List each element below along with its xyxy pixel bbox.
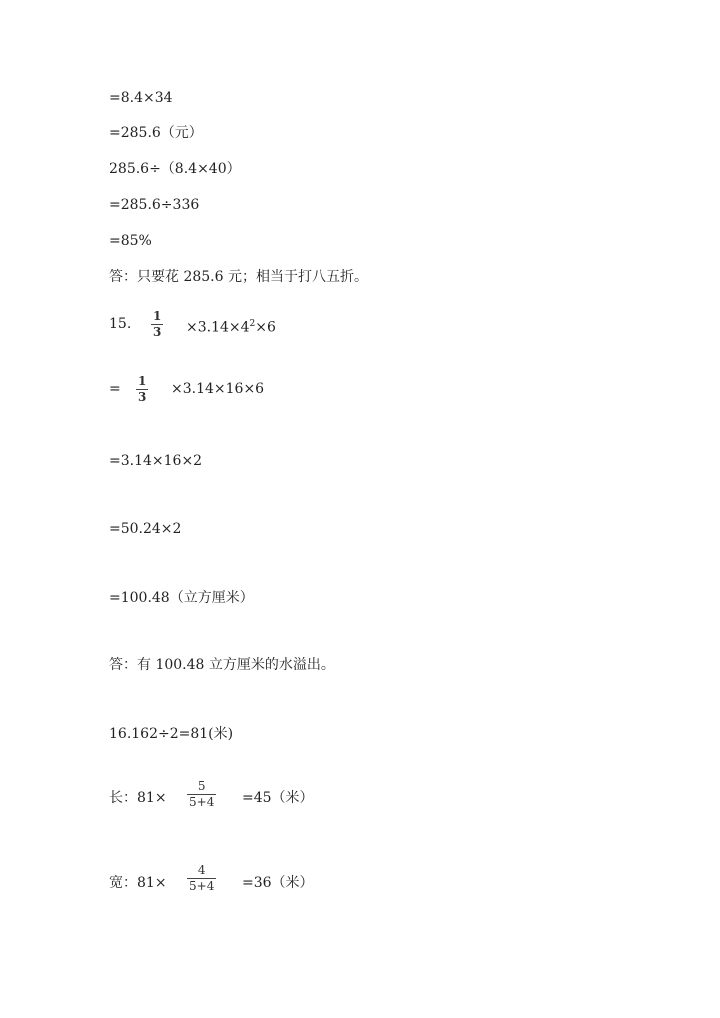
width-label: 宽：81× — [109, 875, 167, 891]
fraction-numerator: 1 — [153, 309, 162, 323]
fraction-five-over-nine — [187, 780, 216, 809]
fraction-numerator: 1 — [138, 374, 147, 388]
problem-16-step: 16.162÷2=81(米) — [109, 726, 234, 742]
fraction-denominator: 3 — [153, 325, 162, 339]
answer-15: 答：有 100.48 立方厘米的水溢出。 — [109, 657, 335, 673]
step-line-5: =85% — [109, 233, 152, 249]
expr-part: ×6 — [255, 319, 276, 336]
answer-14: 答：只要花 285.6 元；相当于打八五折。 — [109, 269, 368, 285]
step-15-3: =50.24×2 — [109, 521, 182, 537]
length-result: =45（米） — [242, 790, 314, 806]
fraction-denominator: 5+4 — [189, 879, 215, 893]
fraction-one-third — [136, 375, 148, 404]
fraction-four-over-nine — [187, 864, 216, 893]
problem-15-expression — [186, 314, 276, 338]
step-line-3: 285.6÷（8.4×40） — [109, 161, 241, 177]
step-line-4: =285.6÷336 — [109, 197, 200, 213]
step-line-2: =285.6（元） — [109, 125, 203, 141]
step-line-1: =8.4×34 — [109, 90, 173, 106]
width-result: =36（米） — [242, 875, 314, 891]
fraction-numerator: 4 — [197, 863, 206, 877]
fraction-denominator: 5+4 — [189, 795, 215, 809]
step-15-4: =100.48（立方厘米） — [109, 590, 254, 606]
expr-part: ×3.14×4 — [186, 319, 250, 336]
step-15-1-expression: ×3.14×16×6 — [171, 381, 265, 397]
exponent: 2 — [249, 319, 256, 329]
step-15-1-equals: = — [109, 381, 121, 397]
fraction-numerator: 5 — [197, 779, 206, 793]
length-label: 长：81× — [109, 790, 167, 806]
step-15-2: =3.14×16×2 — [109, 453, 203, 469]
fraction-denominator: 3 — [138, 390, 147, 404]
problem-15-number: 15. — [109, 316, 132, 332]
fraction-one-third — [151, 310, 163, 339]
